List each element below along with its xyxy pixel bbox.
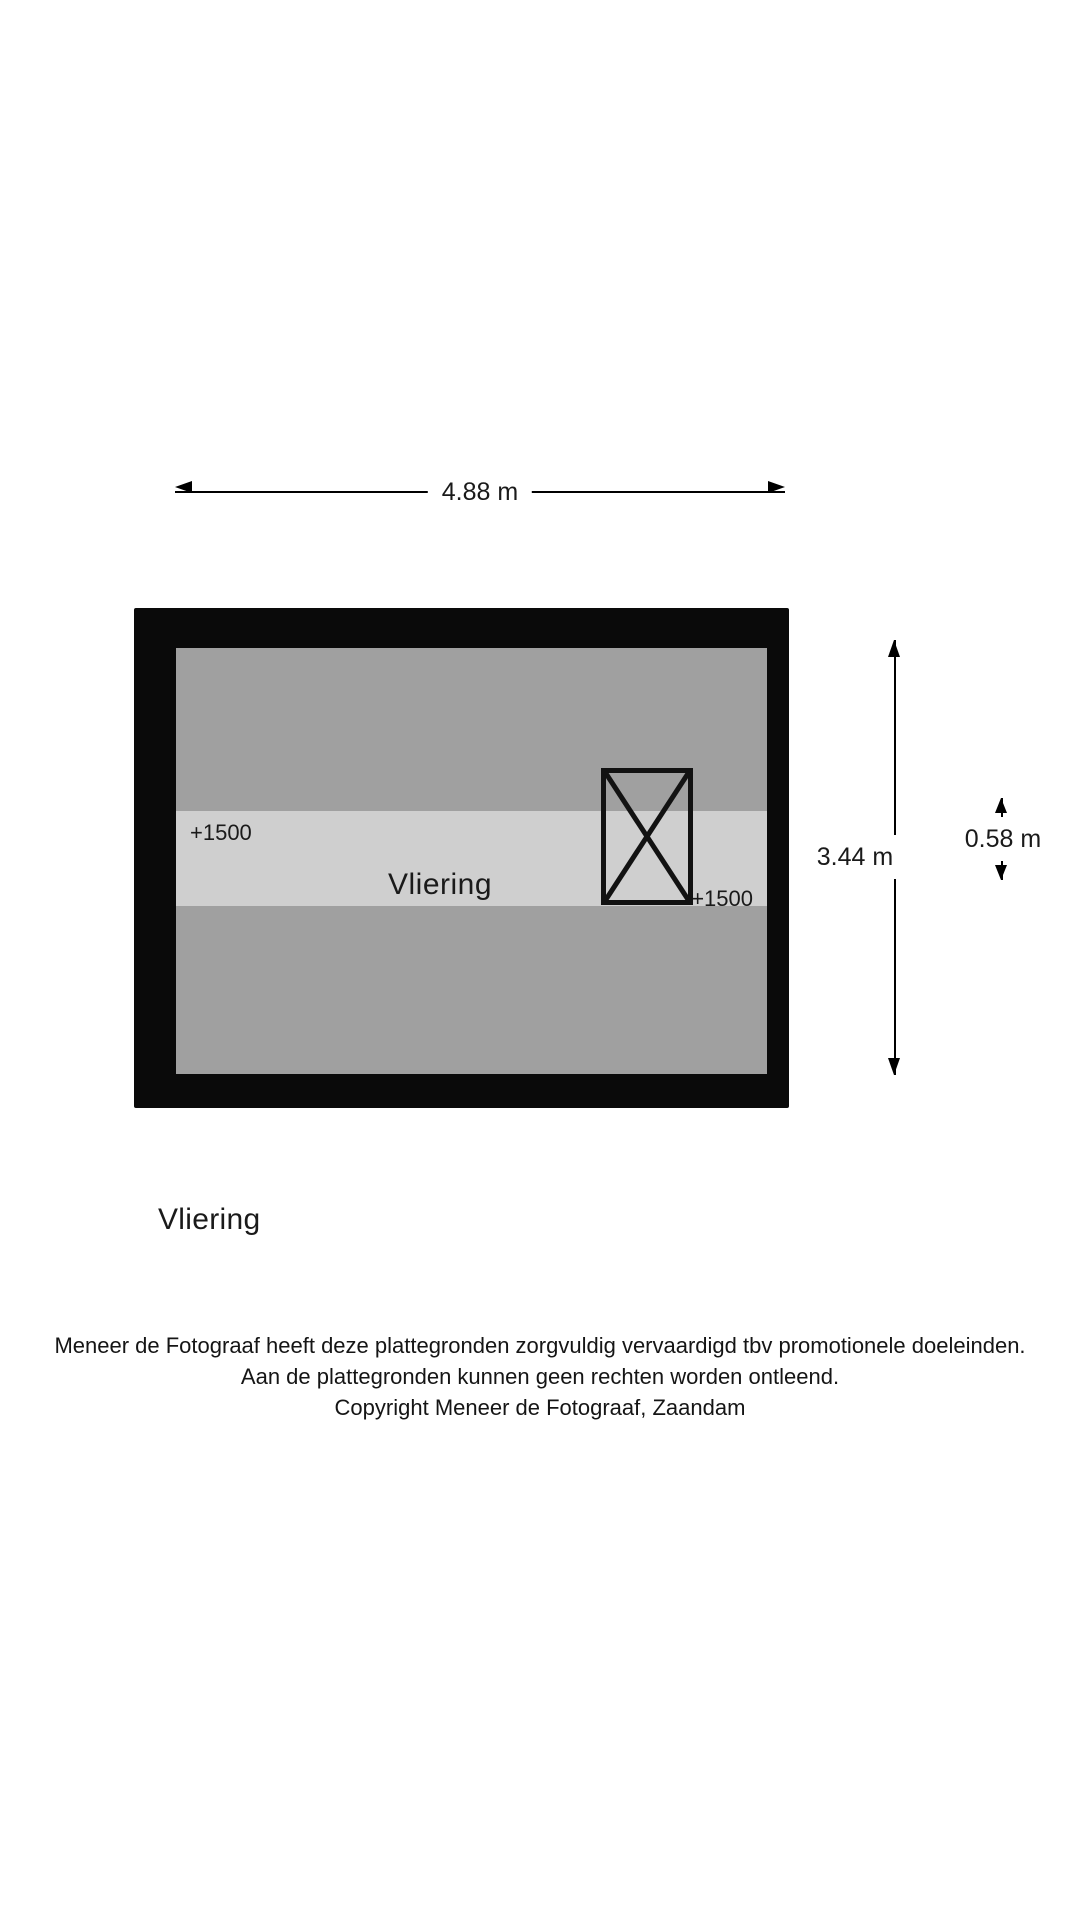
footer-disclaimer xyxy=(0,1330,1080,1423)
arrow-right-icon xyxy=(768,481,785,493)
dimension-band-label: 0.58 m xyxy=(948,817,1058,861)
dimension-band-height xyxy=(964,798,1042,880)
footer-line-3: Copyright Meneer de Fotograaf, Zaandam xyxy=(334,1395,746,1420)
elevation-marker-right: +1500 xyxy=(691,886,753,911)
footer-line-1: Meneer de Fotograaf heeft deze plattegronden zorgvuldig vervaardigd tbv promotionele doeleinden. xyxy=(54,1333,1026,1358)
arrow-left-icon xyxy=(175,481,192,493)
arrow-up-icon xyxy=(888,640,900,657)
floor-plan xyxy=(134,608,789,1108)
outer-wall xyxy=(134,608,789,1108)
room-label-vliering: Vliering xyxy=(388,868,493,901)
dimension-height-label: 3.44 m xyxy=(795,835,915,879)
stair-opening-icon xyxy=(601,768,693,905)
arrow-up-small-icon xyxy=(995,798,1007,813)
arrow-down-small-icon xyxy=(995,865,1007,880)
stair-cross-icon xyxy=(601,768,693,905)
floor-area xyxy=(176,648,767,1074)
dimension-width xyxy=(175,472,785,512)
elevation-marker-left: +1500 xyxy=(190,820,252,845)
arrow-down-icon xyxy=(888,1058,900,1075)
page-title: Vliering xyxy=(158,1203,261,1236)
footer-line-2: Aan de plattegronden kunnen geen rechten worden ontleend. xyxy=(240,1364,840,1389)
dimension-width-label: 4.88 m xyxy=(428,472,532,512)
dimension-height xyxy=(816,640,897,1075)
